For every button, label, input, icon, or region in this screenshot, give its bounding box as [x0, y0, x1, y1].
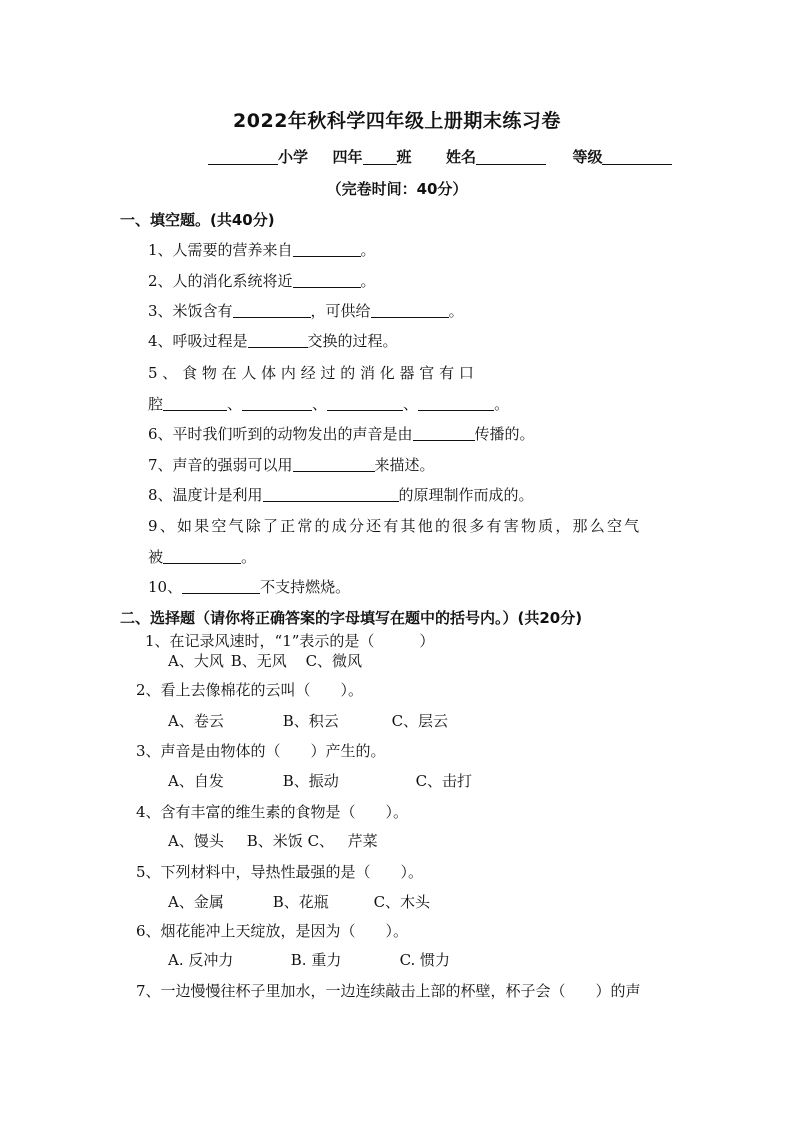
section-heading-multiple-choice: 二、选择题（请你将正确答案的字母填写在题中的括号内。）(共20分) [120, 609, 583, 627]
question-9-line-2 [148, 547, 256, 567]
question-text: 8、温度计是利用 [148, 486, 263, 504]
question-text: 2、人的消化系统将近 [148, 272, 293, 290]
option-c[interactable]: C、木头 [373, 893, 431, 911]
answer-blank[interactable] [182, 578, 260, 594]
choice-question-1-stem: 1、在记录风速时，“1”表示的是（ ） [145, 632, 435, 650]
question-text: 。 [360, 241, 376, 259]
question-2 [148, 271, 376, 291]
answer-blank[interactable] [413, 425, 475, 441]
choice-question-6-options [168, 950, 450, 970]
option-b[interactable]: B、无风 [230, 652, 287, 670]
separator: 、 [403, 395, 419, 413]
choice-question-5-options [168, 892, 430, 912]
choice-question-4-stem: 4、含有丰富的维生素的食物是（ ）。 [136, 803, 409, 821]
question-text: 。 [241, 548, 257, 566]
question-text: 4、呼吸过程是 [148, 332, 248, 350]
question-text: 传播的。 [474, 425, 535, 443]
answer-blank[interactable] [293, 456, 375, 472]
question-text: 的原理制作而成的。 [398, 486, 534, 504]
option-b[interactable]: B、花瓶 [272, 893, 329, 911]
question-text: 交换的过程。 [307, 332, 398, 350]
question-1 [148, 240, 376, 260]
separator: 、 [227, 395, 243, 413]
answer-blank[interactable] [293, 241, 361, 257]
question-6 [148, 424, 535, 444]
option-a[interactable]: A、自发 [168, 772, 224, 790]
question-8 [148, 485, 534, 505]
choice-question-4-options [168, 831, 378, 851]
answer-blank[interactable] [371, 302, 449, 318]
option-c[interactable]: 芹菜 [347, 832, 378, 850]
name-label: 姓名 [445, 148, 476, 166]
question-text: 6、平时我们听到的动物发出的声音是由 [148, 425, 413, 443]
option-a[interactable]: A、卷云 [168, 712, 224, 730]
question-text: 被 [148, 548, 164, 566]
question-text: 。 [360, 272, 376, 290]
choice-question-3-options [168, 771, 472, 791]
choice-question-5-stem: 5、下列材料中，导热性最强的是（ ）。 [136, 863, 424, 881]
question-5-line-1: 5 、 食 物 在 人 体 内 经 过 的 消 化 器 官 有 口 [148, 364, 474, 382]
question-5-line-2 [148, 394, 509, 414]
question-text: 3、米饭含有 [148, 302, 233, 320]
option-a[interactable]: A、金属 [168, 893, 224, 911]
answer-blank[interactable] [327, 395, 403, 411]
school-blank[interactable] [208, 148, 278, 165]
choice-question-7-stem: 7、一边慢慢往杯子里加水，一边连续敲击上部的杯壁，杯子会（ ）的声 [136, 982, 641, 1000]
choice-question-2-options [168, 711, 448, 731]
question-text: 7、声音的强弱可以用 [148, 456, 293, 474]
choice-question-2-stem: 2、看上去像棉花的云叫（ ）。 [136, 681, 364, 699]
level-blank[interactable] [602, 148, 672, 165]
question-text: 1、人需要的营养来自 [148, 241, 293, 259]
answer-blank[interactable] [163, 548, 241, 564]
question-text: 10、 [148, 578, 183, 596]
option-a[interactable]: A、馒头 [168, 832, 224, 850]
answer-blank[interactable] [418, 395, 494, 411]
level-label: 等级 [572, 148, 603, 166]
option-b[interactable]: B、积云 [282, 712, 339, 730]
option-a[interactable]: A. 反冲力 [168, 951, 234, 969]
choice-question-1-options [168, 651, 362, 671]
name-blank[interactable] [476, 148, 546, 165]
option-b[interactable]: B、振动 [282, 772, 339, 790]
student-info-line [208, 146, 672, 167]
question-10 [148, 577, 350, 597]
option-c[interactable]: C. 惯力 [399, 951, 451, 969]
question-text: 腔 [148, 395, 164, 413]
question-4 [148, 331, 398, 351]
page-title: 2022年秋科学四年级上册期末练习卷 [233, 110, 561, 132]
class-blank[interactable] [363, 148, 397, 165]
class-label: 班 [396, 148, 412, 166]
answer-blank[interactable] [248, 332, 308, 348]
answer-blank[interactable] [293, 272, 361, 288]
time-note: （完卷时间：40分） [326, 180, 468, 198]
question-text: 。 [448, 302, 464, 320]
option-b[interactable]: B. 重力 [290, 951, 342, 969]
question-text: ，可供给 [310, 302, 371, 320]
school-suffix: 小学 [278, 148, 309, 166]
choice-question-3-stem: 3、声音是由物体的（ ）产生的。 [136, 742, 386, 760]
answer-blank[interactable] [242, 395, 312, 411]
section-heading-fill-blank: 一、填空题。(共40分) [120, 211, 275, 229]
option-b[interactable]: B、米饭 C、 [246, 832, 335, 850]
answer-blank[interactable] [163, 395, 227, 411]
answer-blank[interactable] [233, 302, 311, 318]
question-9-line-1: 9、如果空气除了正常的成分还有其他的很多有害物质，那么空气 [148, 517, 642, 535]
question-text: 。 [494, 395, 510, 413]
question-text: 来描述。 [374, 456, 435, 474]
question-7 [148, 455, 435, 475]
grade-label: 四年 [332, 148, 363, 166]
question-3 [148, 301, 464, 321]
option-c[interactable]: C、层云 [391, 712, 449, 730]
question-text: 不支持燃烧。 [260, 578, 351, 596]
option-a[interactable]: A、大风 [168, 652, 224, 670]
answer-blank[interactable] [263, 486, 399, 502]
option-c[interactable]: C、击打 [415, 772, 473, 790]
separator: 、 [312, 395, 328, 413]
option-c[interactable]: C、微风 [305, 652, 363, 670]
choice-question-6-stem: 6、烟花能冲上天绽放，是因为（ ）。 [136, 922, 409, 940]
